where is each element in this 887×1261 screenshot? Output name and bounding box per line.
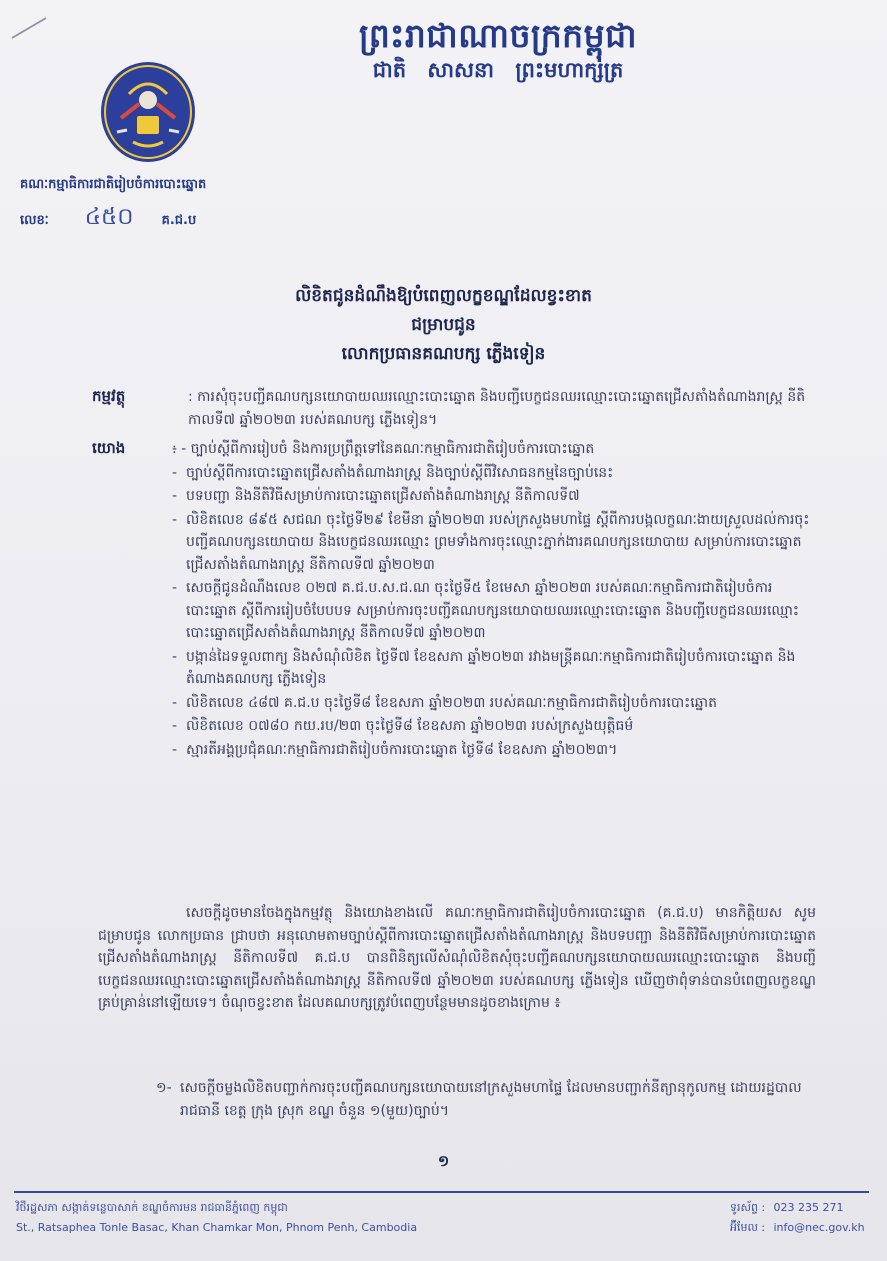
reference-item: - ស្មារតីអង្គប្រជុំគណៈកម្មាធិការជាតិរៀបចំការបោះឆ្នោត ថ្ងៃទី៨ ខែឧសភា ឆ្នាំ២០២៣។ [172, 739, 814, 762]
letter-addressing: ជម្រាបជូន [411, 315, 476, 335]
footer-contact [730, 1198, 865, 1238]
deficiency-item-text: សេចក្តីចម្លងលិខិតបញ្ជាក់ការចុះបញ្ជីគណបក្សនយោបាយនៅក្រសួងមហាផ្ទៃ ដែលមានបញ្ជាក់នីត្យានុកូលកម្ម ដោយរដ្ឋបាលរាជធានី ខេត្ត ក្រុង ស្រុក ខណ្ឌ ចំនួន ១(មួយ)ច្បាប់។ [180, 1080, 802, 1119]
deficiency-item-number: ១- [156, 1080, 172, 1096]
email-label: អ៊ីមែល : [730, 1221, 766, 1234]
pen-stroke-mark [10, 14, 50, 42]
phone-number: 023 235 271 [773, 1201, 844, 1214]
letter-title-block [0, 282, 887, 369]
address-english: St., Ratsaphea Tonle Basac, Khan Chamkar Mon, Phnom Penh, Cambodia [16, 1221, 418, 1234]
deficiency-item [156, 1077, 810, 1122]
subject-label: កម្មវត្ថុ [92, 387, 126, 405]
references-list [172, 438, 814, 762]
reference-item: - : - ច្បាប់ស្តីពីការរៀបចំ និងការប្រព្រឹត្តទៅនៃគណៈកម្មាធិការជាតិរៀបចំការបោះឆ្នោត [172, 438, 814, 461]
reference-item: - លិខិតលេខ ០៧៨០ កយ.រប/២៣ ចុះថ្ងៃទី៨ ខែឧសភា ឆ្នាំ២០២៣ របស់ក្រសួងយុត្តិធម៌ [172, 715, 814, 738]
subject-text: : ការសុំចុះបញ្ជីគណបក្សនយោបាយឈរឈ្មោះបោះឆ្នោត និងបញ្ជីបេក្ខជនឈរឈ្មោះបោះឆ្នោតជ្រើសតាំងតំណាងរាស្ត្រ នីតិកាលទី៧ ឆ្នាំ២០២៣ របស់គណបក្ស ភ្លើងទៀន។ [188, 389, 806, 428]
kingdom-title: ព្រះរាជាណាចក្រកម្ពុជា [359, 16, 637, 55]
national-motto: ជាតិ សាសនា ព្រះមហាក្សត្រ [372, 57, 624, 82]
issuing-committee: គណៈកម្មាធិការជាតិរៀបចំការបោះឆ្នោត [20, 177, 207, 192]
reference-item: - លិខិតលេខ ៤៨៧ គ.ជ.ប ចុះថ្ងៃទី៨ ខែឧសភា ឆ្នាំ២០២៣ របស់គណៈកម្មាធិការជាតិរៀបចំការបោះឆ្នោត [172, 692, 814, 715]
phone-line [730, 1198, 865, 1218]
reference-item: - សេចក្តីជូនដំណឹងលេខ ០២៧ គ.ជ.ប.ស.ជ.ណ ចុះថ្ងៃទី៥ ខែមេសា ឆ្នាំ២០២៣ របស់គណៈកម្មាធិការជាតិរៀបចំការបោះឆ្នោត ស្តីពីការរៀបចំបែបបទ សម្រាប់ការចុះបញ្ជីគណបក្សនយោបាយឈរឈ្មោះបោះឆ្នោត និងបញ្ជីបេក្ខជនឈរឈ្មោះបោះឆ្នោតជ្រើសតាំងតំណាងរាស្ត្រ នីតិកាលទី៧ ឆ្នាំ២០២៣ [172, 577, 814, 645]
national-header [359, 16, 637, 84]
letter-recipient: លោកប្រធានគណបក្ស ភ្លើងទៀន [341, 344, 546, 364]
phone-label: ទូរស័ព្ទ : [730, 1201, 766, 1214]
references-label: យោង [92, 439, 126, 457]
reference-number-line [20, 203, 196, 236]
page-number: ១ [437, 1152, 450, 1170]
reference-item: - លិខិតលេខ ៨៩៥ សជណ ចុះថ្ងៃទី២៩ ខែមីនា ឆ្នាំ២០២៣ របស់ក្រសួងមហាផ្ទៃ ស្តីពីការបង្កលក្ខណៈងាយស្រួលដល់ការចុះបញ្ជីគណបក្សនយោបាយ និងបេក្ខជនឈរឈ្មោះ ព្រមទាំងការចុះឈ្មោះភ្នាក់ងារគណបក្សនយោបាយ សម្រាប់ការបោះឆ្នោតជ្រើសតាំងតំណាងរាស្ត្រ នីតិកាលទី៧ ឆ្នាំ២០២៣ [172, 509, 814, 577]
email-address: info@nec.gov.kh [773, 1221, 865, 1234]
reference-item: - បង្កាន់ដៃទទួលពាក្យ និងសំណុំលិខិត ថ្ងៃទី៧ ខែឧសភា ឆ្នាំ២០២៣ រវាងមន្ត្រីគណៈកម្មាធិការជាតិរៀបចំការបោះឆ្នោត និងតំណាងគណបក្ស ភ្លើងទៀន [172, 646, 814, 691]
footer-divider [14, 1191, 869, 1193]
ref-number: ៤៥០ [84, 204, 134, 230]
letter-title: លិខិតជូនដំណឹងឱ្យបំពេញលក្ខខណ្ឌដែលខ្វះខាត [295, 286, 592, 306]
nec-seal-logo [99, 60, 197, 164]
body-paragraph: សេចក្តីដូចមានចែងក្នុងកម្មវត្ថុ និងយោងខាងលើ គណៈកម្មាធិការជាតិរៀបចំការបោះឆ្នោត (គ.ជ.ប) មានកិត្តិយស សូមជម្រាបជូន លោកប្រធាន ជ្រាបថា អនុលោមតាមច្បាប់ស្តីពីការបោះឆ្នោតជ្រើសតាំងតំណាងរាស្ត្រ និងបទបញ្ជា និងនីតិវិធីសម្រាប់ការបោះឆ្នោតជ្រើសតាំងតំណាងរាស្ត្រ នីតិកាលទី៧ គ.ជ.ប បានពិនិត្យលើសំណុំលិខិតសុំចុះបញ្ជីគណបក្សនយោបាយឈរឈ្មោះបោះឆ្នោត និងបញ្ជីបេក្ខជនឈរឈ្មោះបោះឆ្នោតជ្រើសតាំងតំណាងរាស្ត្រ នីតិកាលទី៧ ឆ្នាំ២០២៣ របស់គណបក្ស ភ្លើងទៀន ឃើញថាពុំទាន់បានបំពេញលក្ខខណ្ឌគ្រប់គ្រាន់នៅឡើយទេ។ ចំណុចខ្វះខាត ដែលគណបក្សត្រូវបំពេញបន្ថែមមានដូចខាងក្រោម ៖ [98, 905, 816, 1011]
ref-label: លេខៈ [20, 213, 49, 228]
address-khmer: វិថីរដ្ឋសភា សង្កាត់ទន្លេបាសាក់ ខណ្ឌចំការមន រាជធានីភ្នំពេញ កម្ពុជា [16, 1201, 288, 1214]
reference-item: - ច្បាប់ស្តីពីការបោះឆ្នោតជ្រើសតាំងតំណាងរាស្ត្រ និងច្បាប់ស្តីពីវិសោធនកម្មនៃច្បាប់នេះ [172, 462, 814, 485]
ref-suffix: គ.ជ.ប [161, 213, 197, 228]
email-line [730, 1218, 865, 1238]
reference-item: - បទបញ្ជា និងនីតិវិធីសម្រាប់ការបោះឆ្នោតជ្រើសតាំងតំណាងរាស្ត្រ នីតិកាលទី៧ [172, 485, 814, 508]
footer-address [16, 1198, 417, 1238]
